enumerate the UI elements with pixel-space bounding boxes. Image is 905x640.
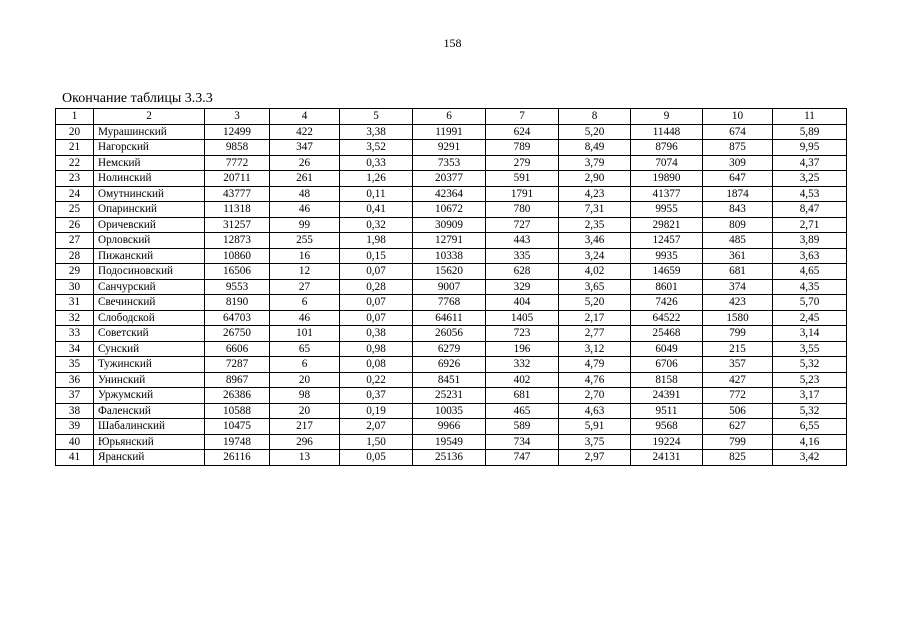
table-row [56, 140, 847, 156]
value-cell: 10588 [205, 403, 270, 419]
column-header: 1 [56, 109, 94, 125]
value-cell: 423 [703, 295, 773, 311]
value-cell: 465 [486, 403, 559, 419]
table-row [56, 279, 847, 295]
value-cell: 427 [703, 372, 773, 388]
row-number-cell: 23 [56, 171, 94, 187]
value-cell: 255 [270, 233, 340, 249]
value-cell: 27 [270, 279, 340, 295]
row-number-cell: 38 [56, 403, 94, 419]
value-cell: 3,79 [559, 155, 631, 171]
value-cell: 2,97 [559, 450, 631, 466]
row-number-cell: 21 [56, 140, 94, 156]
row-number-cell: 37 [56, 388, 94, 404]
value-cell: 2,17 [559, 310, 631, 326]
value-cell: 46 [270, 310, 340, 326]
table-row [56, 419, 847, 435]
value-cell: 2,07 [340, 419, 413, 435]
value-cell: 11991 [413, 124, 486, 140]
value-cell: 0,19 [340, 403, 413, 419]
table-row [56, 388, 847, 404]
value-cell: 217 [270, 419, 340, 435]
value-cell: 20 [270, 403, 340, 419]
value-cell: 0,41 [340, 202, 413, 218]
value-cell: 10338 [413, 248, 486, 264]
value-cell: 4,76 [559, 372, 631, 388]
row-number-cell: 36 [56, 372, 94, 388]
value-cell: 25231 [413, 388, 486, 404]
value-cell: 7772 [205, 155, 270, 171]
value-cell: 0,28 [340, 279, 413, 295]
value-cell: 3,25 [773, 171, 847, 187]
row-number-cell: 26 [56, 217, 94, 233]
value-cell: 7,31 [559, 202, 631, 218]
value-cell: 8,47 [773, 202, 847, 218]
value-cell: 1791 [486, 186, 559, 202]
value-cell: 6279 [413, 341, 486, 357]
value-cell: 624 [486, 124, 559, 140]
value-cell: 10672 [413, 202, 486, 218]
value-cell: 26 [270, 155, 340, 171]
column-header: 11 [773, 109, 847, 125]
value-cell: 9007 [413, 279, 486, 295]
value-cell: 5,89 [773, 124, 847, 140]
value-cell: 2,35 [559, 217, 631, 233]
value-cell: 41377 [631, 186, 703, 202]
value-cell: 7287 [205, 357, 270, 373]
table-row [56, 233, 847, 249]
value-cell: 0,32 [340, 217, 413, 233]
value-cell: 2,70 [559, 388, 631, 404]
table-row [56, 217, 847, 233]
value-cell: 19549 [413, 434, 486, 450]
district-name-cell: Юрьянский [94, 434, 205, 450]
district-name-cell: Немский [94, 155, 205, 171]
value-cell: 99 [270, 217, 340, 233]
value-cell: 4,02 [559, 264, 631, 280]
value-cell: 772 [703, 388, 773, 404]
row-number-cell: 24 [56, 186, 94, 202]
column-header: 8 [559, 109, 631, 125]
value-cell: 3,24 [559, 248, 631, 264]
value-cell: 16506 [205, 264, 270, 280]
value-cell: 727 [486, 217, 559, 233]
value-cell: 0,15 [340, 248, 413, 264]
value-cell: 7074 [631, 155, 703, 171]
value-cell: 98 [270, 388, 340, 404]
table-row [56, 264, 847, 280]
value-cell: 30909 [413, 217, 486, 233]
value-cell: 43777 [205, 186, 270, 202]
value-cell: 5,70 [773, 295, 847, 311]
value-cell: 0,07 [340, 310, 413, 326]
value-cell: 6,55 [773, 419, 847, 435]
value-cell: 8451 [413, 372, 486, 388]
value-cell: 42364 [413, 186, 486, 202]
value-cell: 347 [270, 140, 340, 156]
value-cell: 7768 [413, 295, 486, 311]
row-number-cell: 34 [56, 341, 94, 357]
value-cell: 8158 [631, 372, 703, 388]
value-cell: 4,35 [773, 279, 847, 295]
value-cell: 875 [703, 140, 773, 156]
value-cell: 20 [270, 372, 340, 388]
value-cell: 309 [703, 155, 773, 171]
value-cell: 5,91 [559, 419, 631, 435]
value-cell: 5,32 [773, 357, 847, 373]
value-cell: 2,90 [559, 171, 631, 187]
value-cell: 296 [270, 434, 340, 450]
value-cell: 4,16 [773, 434, 847, 450]
value-cell: 3,38 [340, 124, 413, 140]
value-cell: 681 [486, 388, 559, 404]
table-row [56, 171, 847, 187]
value-cell: 9568 [631, 419, 703, 435]
column-header: 2 [94, 109, 205, 125]
table-row [56, 450, 847, 466]
value-cell: 6706 [631, 357, 703, 373]
value-cell: 12457 [631, 233, 703, 249]
value-cell: 9291 [413, 140, 486, 156]
value-cell: 64703 [205, 310, 270, 326]
district-name-cell: Орловский [94, 233, 205, 249]
district-name-cell: Нагорский [94, 140, 205, 156]
value-cell: 2,71 [773, 217, 847, 233]
value-cell: 4,79 [559, 357, 631, 373]
value-cell: 20711 [205, 171, 270, 187]
value-cell: 64522 [631, 310, 703, 326]
value-cell: 8796 [631, 140, 703, 156]
value-cell: 647 [703, 171, 773, 187]
value-cell: 3,17 [773, 388, 847, 404]
value-cell: 2,77 [559, 326, 631, 342]
value-cell: 3,75 [559, 434, 631, 450]
value-cell: 780 [486, 202, 559, 218]
district-name-cell: Омутнинский [94, 186, 205, 202]
value-cell: 3,89 [773, 233, 847, 249]
district-name-cell: Советский [94, 326, 205, 342]
value-cell: 9858 [205, 140, 270, 156]
value-cell: 0,38 [340, 326, 413, 342]
value-cell: 3,65 [559, 279, 631, 295]
value-cell: 3,63 [773, 248, 847, 264]
value-cell: 5,32 [773, 403, 847, 419]
value-cell: 6606 [205, 341, 270, 357]
value-cell: 4,65 [773, 264, 847, 280]
value-cell: 1,98 [340, 233, 413, 249]
value-cell: 0,22 [340, 372, 413, 388]
value-cell: 627 [703, 419, 773, 435]
value-cell: 10860 [205, 248, 270, 264]
value-cell: 3,12 [559, 341, 631, 357]
district-name-cell: Тужинский [94, 357, 205, 373]
value-cell: 506 [703, 403, 773, 419]
value-cell: 65 [270, 341, 340, 357]
value-cell: 261 [270, 171, 340, 187]
district-name-cell: Нолинский [94, 171, 205, 187]
value-cell: 591 [486, 171, 559, 187]
value-cell: 24131 [631, 450, 703, 466]
district-name-cell: Санчурский [94, 279, 205, 295]
value-cell: 11448 [631, 124, 703, 140]
value-cell: 8967 [205, 372, 270, 388]
district-name-cell: Свечинский [94, 295, 205, 311]
value-cell: 1,26 [340, 171, 413, 187]
district-name-cell: Пижанский [94, 248, 205, 264]
value-cell: 19224 [631, 434, 703, 450]
column-header: 10 [703, 109, 773, 125]
value-cell: 799 [703, 326, 773, 342]
value-cell: 0,37 [340, 388, 413, 404]
value-cell: 843 [703, 202, 773, 218]
value-cell: 7426 [631, 295, 703, 311]
value-cell: 443 [486, 233, 559, 249]
value-cell: 628 [486, 264, 559, 280]
row-number-cell: 41 [56, 450, 94, 466]
district-name-cell: Унинский [94, 372, 205, 388]
table-row [56, 403, 847, 419]
district-name-cell: Яранский [94, 450, 205, 466]
value-cell: 3,52 [340, 140, 413, 156]
value-cell: 14659 [631, 264, 703, 280]
table-row [56, 155, 847, 171]
value-cell: 3,42 [773, 450, 847, 466]
row-number-cell: 33 [56, 326, 94, 342]
value-cell: 329 [486, 279, 559, 295]
value-cell: 0,08 [340, 357, 413, 373]
data-table [55, 108, 847, 466]
district-name-cell: Уржумский [94, 388, 205, 404]
value-cell: 12873 [205, 233, 270, 249]
value-cell: 6926 [413, 357, 486, 373]
table-row [56, 434, 847, 450]
row-number-cell: 22 [56, 155, 94, 171]
table-row [56, 310, 847, 326]
value-cell: 19890 [631, 171, 703, 187]
value-cell: 64611 [413, 310, 486, 326]
value-cell: 16 [270, 248, 340, 264]
value-cell: 1405 [486, 310, 559, 326]
district-name-cell: Оричевский [94, 217, 205, 233]
row-number-cell: 25 [56, 202, 94, 218]
value-cell: 10475 [205, 419, 270, 435]
value-cell: 332 [486, 357, 559, 373]
table-row [56, 124, 847, 140]
value-cell: 6049 [631, 341, 703, 357]
table-row [56, 326, 847, 342]
value-cell: 422 [270, 124, 340, 140]
value-cell: 799 [703, 434, 773, 450]
district-name-cell: Подосиновский [94, 264, 205, 280]
table-row [56, 341, 847, 357]
value-cell: 196 [486, 341, 559, 357]
value-cell: 26386 [205, 388, 270, 404]
value-cell: 589 [486, 419, 559, 435]
value-cell: 4,53 [773, 186, 847, 202]
row-number-cell: 28 [56, 248, 94, 264]
value-cell: 3,55 [773, 341, 847, 357]
value-cell: 7353 [413, 155, 486, 171]
value-cell: 485 [703, 233, 773, 249]
value-cell: 809 [703, 217, 773, 233]
value-cell: 674 [703, 124, 773, 140]
value-cell: 1,50 [340, 434, 413, 450]
value-cell: 15620 [413, 264, 486, 280]
district-name-cell: Фаленский [94, 403, 205, 419]
column-header: 7 [486, 109, 559, 125]
table-caption: Окончание таблицы 3.3.3 [62, 91, 213, 106]
value-cell: 26056 [413, 326, 486, 342]
district-name-cell: Сунский [94, 341, 205, 357]
value-cell: 3,46 [559, 233, 631, 249]
column-header: 3 [205, 109, 270, 125]
page-number: 158 [443, 36, 462, 50]
row-number-cell: 35 [56, 357, 94, 373]
value-cell: 9935 [631, 248, 703, 264]
value-cell: 5,20 [559, 124, 631, 140]
value-cell: 357 [703, 357, 773, 373]
table-row [56, 372, 847, 388]
value-cell: 20377 [413, 171, 486, 187]
value-cell: 48 [270, 186, 340, 202]
value-cell: 1874 [703, 186, 773, 202]
value-cell: 6 [270, 357, 340, 373]
value-cell: 825 [703, 450, 773, 466]
value-cell: 215 [703, 341, 773, 357]
value-cell: 25136 [413, 450, 486, 466]
value-cell: 24391 [631, 388, 703, 404]
row-number-cell: 39 [56, 419, 94, 435]
value-cell: 31257 [205, 217, 270, 233]
value-cell: 789 [486, 140, 559, 156]
value-cell: 5,20 [559, 295, 631, 311]
value-cell: 279 [486, 155, 559, 171]
value-cell: 25468 [631, 326, 703, 342]
row-number-cell: 29 [56, 264, 94, 280]
value-cell: 0,07 [340, 295, 413, 311]
value-cell: 404 [486, 295, 559, 311]
value-cell: 13 [270, 450, 340, 466]
value-cell: 9553 [205, 279, 270, 295]
column-header: 9 [631, 109, 703, 125]
value-cell: 9,95 [773, 140, 847, 156]
value-cell: 361 [703, 248, 773, 264]
value-cell: 101 [270, 326, 340, 342]
row-number-cell: 20 [56, 124, 94, 140]
row-number-cell: 31 [56, 295, 94, 311]
row-number-cell: 27 [56, 233, 94, 249]
column-header: 4 [270, 109, 340, 125]
district-name-cell: Мурашинский [94, 124, 205, 140]
value-cell: 734 [486, 434, 559, 450]
value-cell: 2,45 [773, 310, 847, 326]
value-cell: 747 [486, 450, 559, 466]
table-row [56, 202, 847, 218]
row-number-cell: 40 [56, 434, 94, 450]
district-name-cell: Слободской [94, 310, 205, 326]
value-cell: 4,37 [773, 155, 847, 171]
value-cell: 29821 [631, 217, 703, 233]
value-cell: 0,07 [340, 264, 413, 280]
table-header-row [56, 109, 847, 125]
value-cell: 9955 [631, 202, 703, 218]
value-cell: 8601 [631, 279, 703, 295]
value-cell: 681 [703, 264, 773, 280]
column-header: 6 [413, 109, 486, 125]
value-cell: 12499 [205, 124, 270, 140]
value-cell: 46 [270, 202, 340, 218]
table-body [56, 124, 847, 465]
table-row [56, 295, 847, 311]
value-cell: 402 [486, 372, 559, 388]
value-cell: 19748 [205, 434, 270, 450]
value-cell: 335 [486, 248, 559, 264]
value-cell: 0,05 [340, 450, 413, 466]
table-row [56, 186, 847, 202]
district-name-cell: Опаринский [94, 202, 205, 218]
value-cell: 4,63 [559, 403, 631, 419]
value-cell: 10035 [413, 403, 486, 419]
value-cell: 12 [270, 264, 340, 280]
value-cell: 723 [486, 326, 559, 342]
value-cell: 1580 [703, 310, 773, 326]
table-row [56, 357, 847, 373]
value-cell: 6 [270, 295, 340, 311]
row-number-cell: 30 [56, 279, 94, 295]
value-cell: 4,23 [559, 186, 631, 202]
value-cell: 3,14 [773, 326, 847, 342]
value-cell: 0,98 [340, 341, 413, 357]
value-cell: 11318 [205, 202, 270, 218]
value-cell: 9966 [413, 419, 486, 435]
value-cell: 12791 [413, 233, 486, 249]
district-name-cell: Шабалинский [94, 419, 205, 435]
value-cell: 9511 [631, 403, 703, 419]
value-cell: 374 [703, 279, 773, 295]
table-row [56, 248, 847, 264]
row-number-cell: 32 [56, 310, 94, 326]
value-cell: 5,23 [773, 372, 847, 388]
value-cell: 0,33 [340, 155, 413, 171]
value-cell: 0,11 [340, 186, 413, 202]
value-cell: 26116 [205, 450, 270, 466]
value-cell: 26750 [205, 326, 270, 342]
value-cell: 8,49 [559, 140, 631, 156]
value-cell: 8190 [205, 295, 270, 311]
column-header: 5 [340, 109, 413, 125]
